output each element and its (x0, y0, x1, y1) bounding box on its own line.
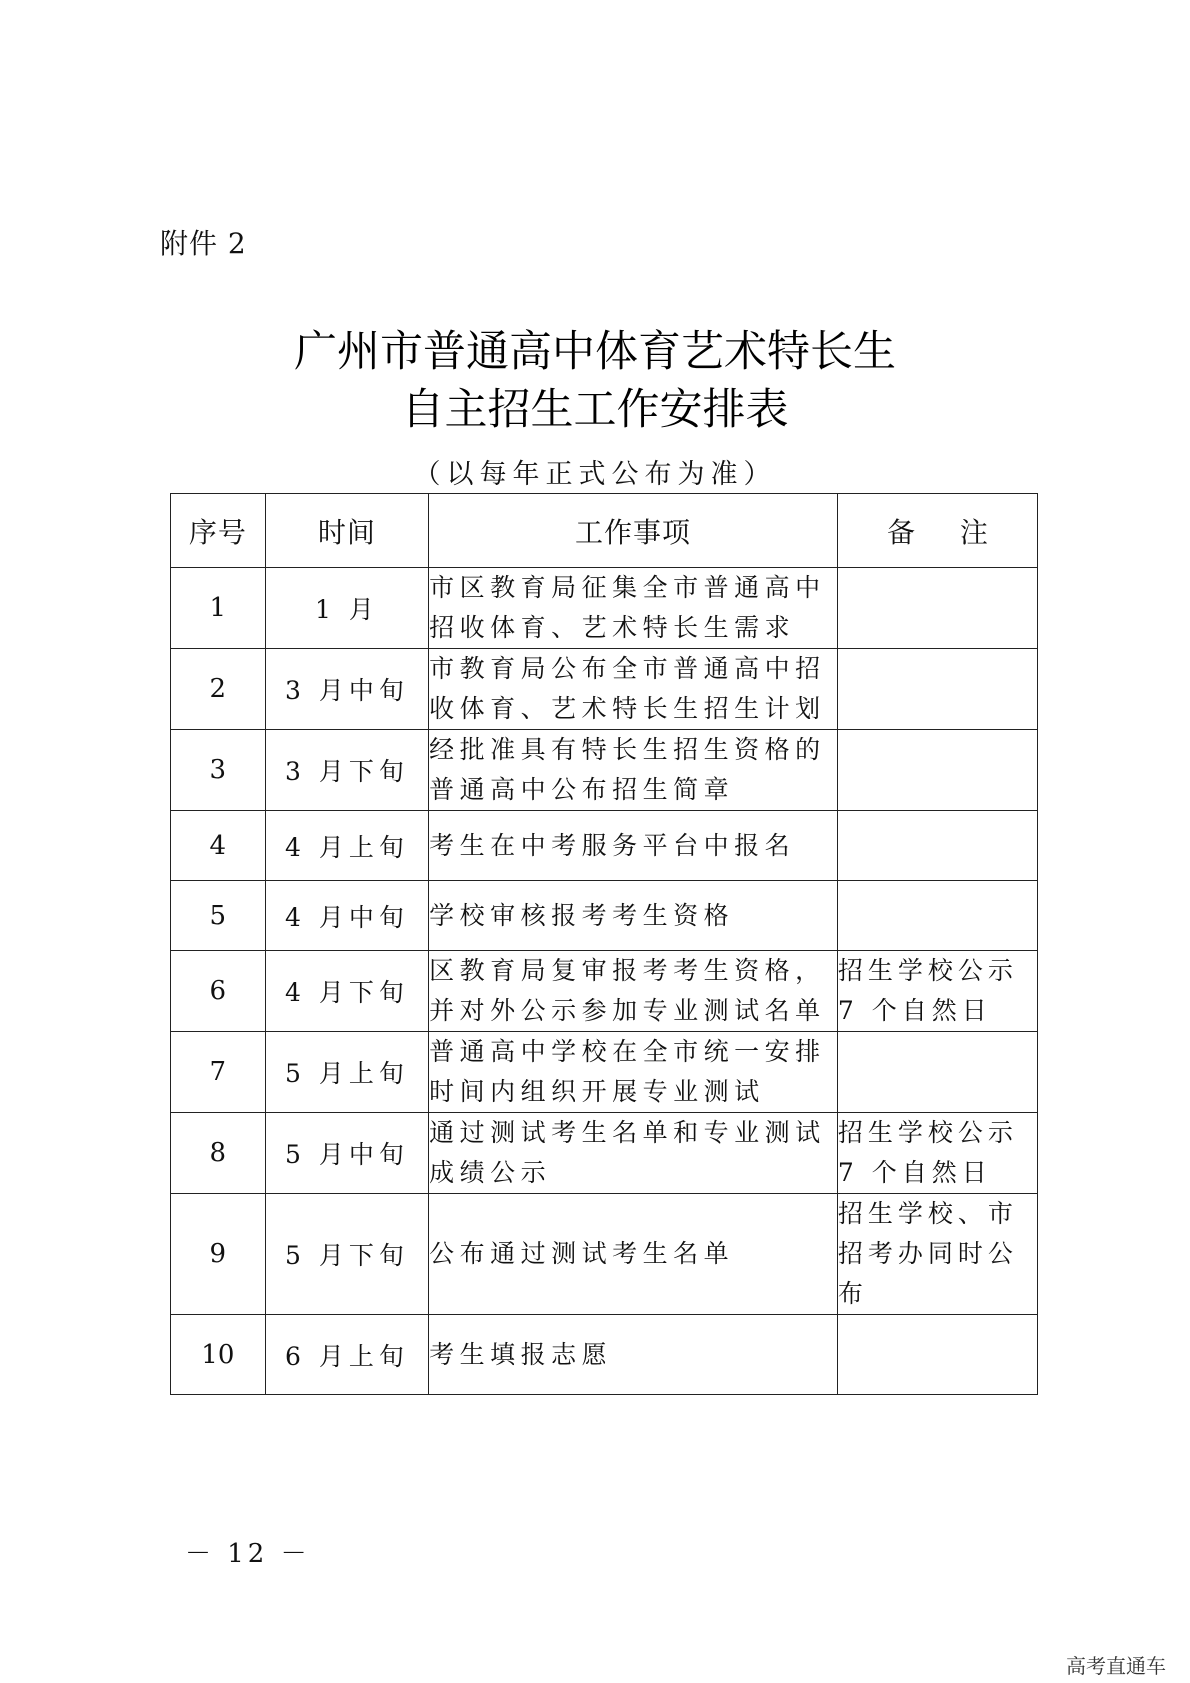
row-time: 4 月中旬 (265, 881, 429, 951)
table-row (171, 1194, 1038, 1315)
row-note (837, 1315, 1037, 1395)
header-time: 时间 (265, 494, 429, 568)
row-time: 4 月下旬 (265, 951, 429, 1032)
row-task: 考生填报志愿 (429, 1315, 838, 1395)
table-row (171, 730, 1038, 811)
row-time: 5 月上旬 (265, 1032, 429, 1113)
document-subtitle: （以每年正式公布为准） (413, 459, 777, 490)
row-note (837, 881, 1037, 951)
row-num: 9 (171, 1194, 266, 1315)
page-number: － 12 － (185, 1539, 311, 1569)
row-num: 2 (171, 649, 266, 730)
document-title-line2: 自主招生工作安排表 (401, 385, 789, 435)
row-num: 1 (171, 568, 266, 649)
header-note: 备 注 (837, 494, 1037, 568)
row-num: 10 (171, 1315, 266, 1395)
row-note (837, 811, 1037, 881)
row-time: 1 月 (265, 568, 429, 649)
header-num: 序号 (171, 494, 266, 568)
row-note: 招生学校、市招考办同时公布 (837, 1194, 1037, 1315)
table-row (171, 1113, 1038, 1194)
row-time: 4 月上旬 (265, 811, 429, 881)
table-row (171, 568, 1038, 649)
table-row (171, 1315, 1038, 1395)
row-note (837, 568, 1037, 649)
attachment-label: 附件 2 (160, 227, 247, 260)
row-num: 6 (171, 951, 266, 1032)
row-num: 7 (171, 1032, 266, 1113)
row-task: 普通高中学校在全市统一安排时间内组织开展专业测试 (429, 1032, 838, 1113)
row-note: 招生学校公示7 个自然日 (837, 951, 1037, 1032)
row-note (837, 730, 1037, 811)
table-row (171, 881, 1038, 951)
row-num: 4 (171, 811, 266, 881)
table-header-row (171, 494, 1038, 568)
row-time: 6 月上旬 (265, 1315, 429, 1395)
watermark-text: 高考直通车 (1066, 1654, 1166, 1678)
table-row (171, 951, 1038, 1032)
row-time: 5 月下旬 (265, 1194, 429, 1315)
row-num: 8 (171, 1113, 266, 1194)
row-note: 招生学校公示7 个自然日 (837, 1113, 1037, 1194)
row-task: 市教育局公布全市普通高中招收体育、艺术特长生招生计划 (429, 649, 838, 730)
row-time: 5 月中旬 (265, 1113, 429, 1194)
table-row (171, 811, 1038, 881)
row-task: 市区教育局征集全市普通高中招收体育、艺术特长生需求 (429, 568, 838, 649)
document-title-line1: 广州市普通高中体育艺术特长生 (294, 327, 896, 377)
row-task: 学校审核报考考生资格 (429, 881, 838, 951)
row-time: 3 月下旬 (265, 730, 429, 811)
row-task: 区教育局复审报考考生资格，并对外公示参加专业测试名单 (429, 951, 838, 1032)
schedule-table (170, 493, 1038, 1395)
row-task: 考生在中考服务平台中报名 (429, 811, 838, 881)
row-task: 通过测试考生名单和专业测试成绩公示 (429, 1113, 838, 1194)
row-note (837, 1032, 1037, 1113)
row-num: 5 (171, 881, 266, 951)
row-note (837, 649, 1037, 730)
row-time: 3 月中旬 (265, 649, 429, 730)
table-row (171, 1032, 1038, 1113)
header-task: 工作事项 (429, 494, 838, 568)
table-row (171, 649, 1038, 730)
row-num: 3 (171, 730, 266, 811)
row-task: 经批准具有特长生招生资格的普通高中公布招生简章 (429, 730, 838, 811)
row-task: 公布通过测试考生名单 (429, 1194, 838, 1315)
